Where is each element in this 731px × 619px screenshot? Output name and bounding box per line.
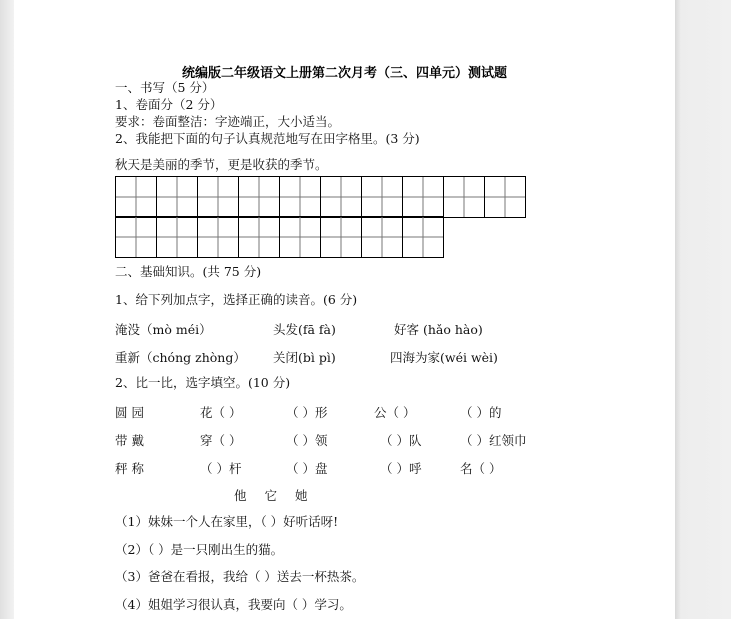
fill-sentence-3: （3）爸爸在看报，我给（ ）送去一杯热茶。 [115, 569, 365, 584]
tianzige-cell[interactable] [403, 177, 444, 218]
pinyin-item: 头发(fā fà) [273, 322, 336, 337]
compare-item: 名（ ） [460, 461, 502, 476]
compare-item: （ ）领 [286, 433, 328, 448]
pronoun-options: 他 它 她 [234, 488, 308, 503]
section-2-heading: 二、基础知识。(共 75 分) [115, 264, 262, 279]
compare-item: （ ）形 [286, 405, 328, 420]
compare-item: 穿（ ） [200, 433, 242, 448]
page-title: 统编版二年级语文上册第二次月考（三、四单元）测试题 [181, 66, 507, 81]
compare-item: （ ）队 [380, 433, 422, 448]
pinyin-item: 四海为家(wéi wèi) [390, 350, 498, 365]
pinyin-item: 淹没（mò méi） [115, 322, 212, 337]
tianzige-cell[interactable] [239, 177, 280, 218]
compare-item: （ ）杆 [200, 461, 242, 476]
fill-sentence-4: （4）姐姐学习很认真，我要向（ ）学习。 [115, 597, 352, 612]
compare-pair: 带 戴 [115, 433, 144, 448]
tianzige-cell[interactable] [157, 217, 198, 258]
tianzige-grid-row-2[interactable] [115, 216, 444, 258]
compare-item: （ ）呼 [380, 461, 422, 476]
tianzige-cell[interactable] [116, 177, 157, 218]
tianzige-cell[interactable] [280, 177, 321, 218]
left-gutter [0, 0, 14, 619]
section-1-heading: 一、书写（5 分） [115, 80, 215, 95]
fill-sentence-2: （2）（ ）是一只刚出生的猫。 [115, 542, 284, 557]
tianzige-cell[interactable] [403, 217, 444, 258]
question-1-1-requirement: 要求：卷面整洁：字迹端正，大小适当。 [115, 114, 341, 129]
compare-item: （ ）的 [460, 405, 502, 420]
viewer-scroll-gutter [675, 0, 731, 619]
tianzige-cell[interactable] [198, 217, 239, 258]
tianzige-grid-row-1[interactable] [115, 176, 526, 218]
tianzige-cell[interactable] [362, 177, 403, 218]
tianzige-cell[interactable] [198, 177, 239, 218]
tianzige-cell[interactable] [321, 177, 362, 218]
tianzige-cell[interactable] [239, 217, 280, 258]
compare-item: （ ）红领巾 [460, 433, 527, 448]
tianzige-cell[interactable] [321, 217, 362, 258]
tianzige-cell[interactable] [280, 217, 321, 258]
compare-item: （ ）盘 [286, 461, 328, 476]
pinyin-item: 关闭(bì pì) [273, 350, 336, 365]
fill-sentence-1: （1）妹妹一个人在家里，（ ）好听话呀! [115, 514, 339, 529]
tianzige-cell[interactable] [157, 177, 198, 218]
compare-pair: 秤 称 [115, 461, 144, 476]
compare-item: 花（ ） [200, 405, 242, 420]
question-2-1: 1、给下列加点字，选择正确的读音。(6 分) [115, 292, 358, 307]
question-1-2: 2、我能把下面的句子认真规范地写在田字格里。(3 分) [115, 131, 420, 146]
tianzige-cell[interactable] [485, 177, 526, 218]
tianzige-cell[interactable] [362, 217, 403, 258]
compare-pair: 圆 园 [115, 405, 144, 420]
tianzige-cell[interactable] [116, 217, 157, 258]
pinyin-item: 好客 (hǎo hào) [394, 322, 483, 337]
pinyin-item: 重新（chóng zhòng） [115, 350, 246, 365]
compare-item: 公（ ） [374, 405, 416, 420]
question-1-1: 1、卷面分（2 分） [115, 97, 223, 112]
question-2-2: 2、比一比，选字填空。(10 分) [115, 375, 291, 390]
tianzige-cell[interactable] [444, 177, 485, 218]
document-page [14, 0, 675, 619]
copy-sentence: 秋天是美丽的季节，更是收获的季节。 [115, 157, 328, 172]
